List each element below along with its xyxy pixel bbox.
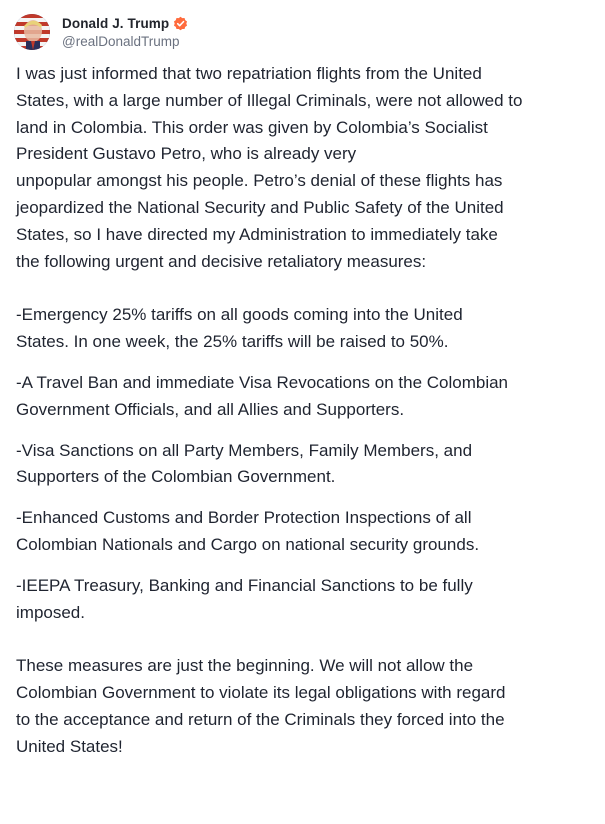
measure-item: -Enhanced Customs and Border Protection Inspections of all Colombian Nationals and Cargo on national security grounds.: [16, 508, 480, 554]
measure-item: -Emergency 25% tariffs on all goods coming into the United States. In one week, the 25% tariffs will be raised to 50%.: [16, 305, 463, 352]
avatar-image-icon: [14, 14, 50, 50]
author-handle[interactable]: @realDonaldTrump: [62, 34, 180, 49]
post-closing-paragraph: These measures are just the beginning. We will not allow the Colombian Government to violate its legal obligations with regard to the acceptance and return of the Criminals they forced into the United States!: [16, 656, 506, 756]
measure-item: -IEEPA Treasury, Banking and Financial Sanctions to be fully imposed.: [16, 575, 473, 622]
post-intro-paragraph: I was just informed that two repatriation flights from the United States, with a large number of Illegal Criminals, were not allowed to land in Colombia. This order was given by Colombia’s Socialist President Gustavo Petro, who is already very unpopular amongst his people. Petro’s denial of these flights has jeopardized the National Security and Public Safety of the United States, so I have directed my Administration to immediately take the following urgent and decisive retaliatory measures:: [16, 64, 523, 271]
post-body: [16, 61, 605, 761]
measure-item: -Visa Sanctions on all Party Members, Family Members, and Supporters of the Colombian Government.: [16, 440, 473, 487]
author-display-name[interactable]: Donald J. Trump: [62, 15, 170, 31]
avatar[interactable]: [14, 14, 50, 50]
measure-item: -A Travel Ban and immediate Visa Revocations on the Colombian Government Officials, and all Allies and Supporters.: [16, 372, 509, 419]
name-row: [62, 14, 188, 32]
verified-badge-icon: [173, 16, 188, 31]
author-names: [62, 14, 188, 50]
post-header: [14, 12, 188, 52]
